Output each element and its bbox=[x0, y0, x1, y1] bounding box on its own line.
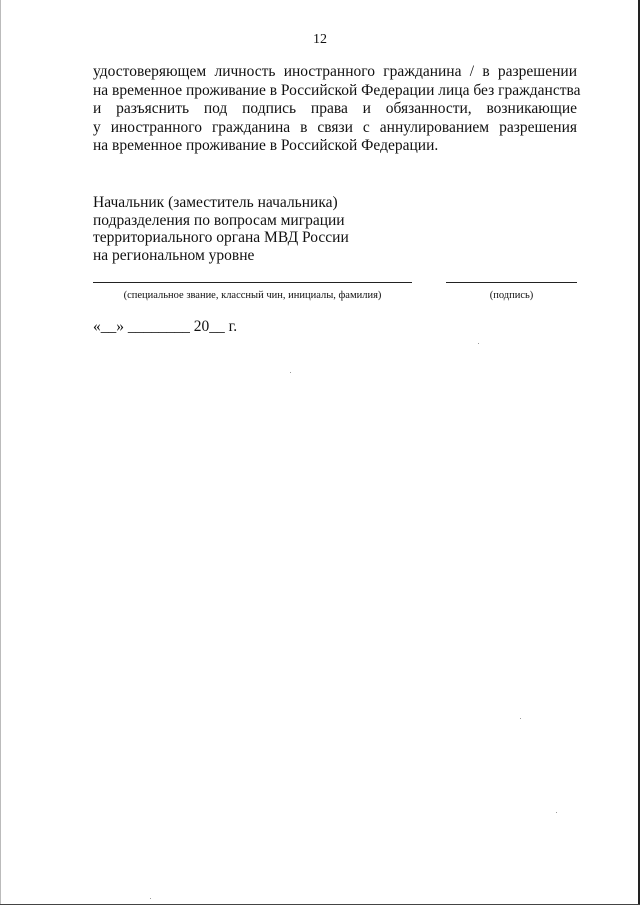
signer-line: территориального органа МВД России bbox=[93, 229, 349, 246]
scan-speck bbox=[290, 372, 291, 373]
signer-line: на региональном уровне bbox=[93, 246, 255, 264]
scan-speck bbox=[520, 718, 521, 719]
body-line: на временное проживание в Российской Федерации лица без гражданства bbox=[93, 81, 581, 99]
scan-speck bbox=[478, 343, 479, 344]
scan-speck bbox=[556, 812, 557, 813]
name-caption: (специальное звание, классный чин, инициалы, фамилия) bbox=[123, 290, 382, 301]
scan-speck bbox=[150, 898, 151, 899]
body-line: удостоверяющем личность иностранного гражданина / в разрешении bbox=[93, 63, 577, 80]
body-line: на временное проживание в Российской Федерации. bbox=[93, 137, 439, 154]
body-line: и разъяснить под подпись права и обязанности, возникающие bbox=[93, 100, 577, 117]
signer-line: подразделения по вопросам миграции bbox=[93, 211, 345, 229]
date-line: «__» ________ 20__ г. bbox=[93, 318, 238, 335]
signature-blank-line bbox=[446, 282, 577, 283]
signature-caption: (подпись) bbox=[489, 290, 534, 301]
signer-line: Начальник (заместитель начальника) bbox=[93, 194, 338, 211]
name-blank-line bbox=[93, 282, 412, 283]
signer-title-block bbox=[93, 194, 393, 264]
page-number: 12 bbox=[313, 32, 327, 47]
body-paragraph bbox=[93, 63, 581, 156]
body-line: у иностранного гражданина в связи с аннулированием разрешения bbox=[93, 118, 577, 136]
page-edge-left bbox=[0, 0, 1, 905]
